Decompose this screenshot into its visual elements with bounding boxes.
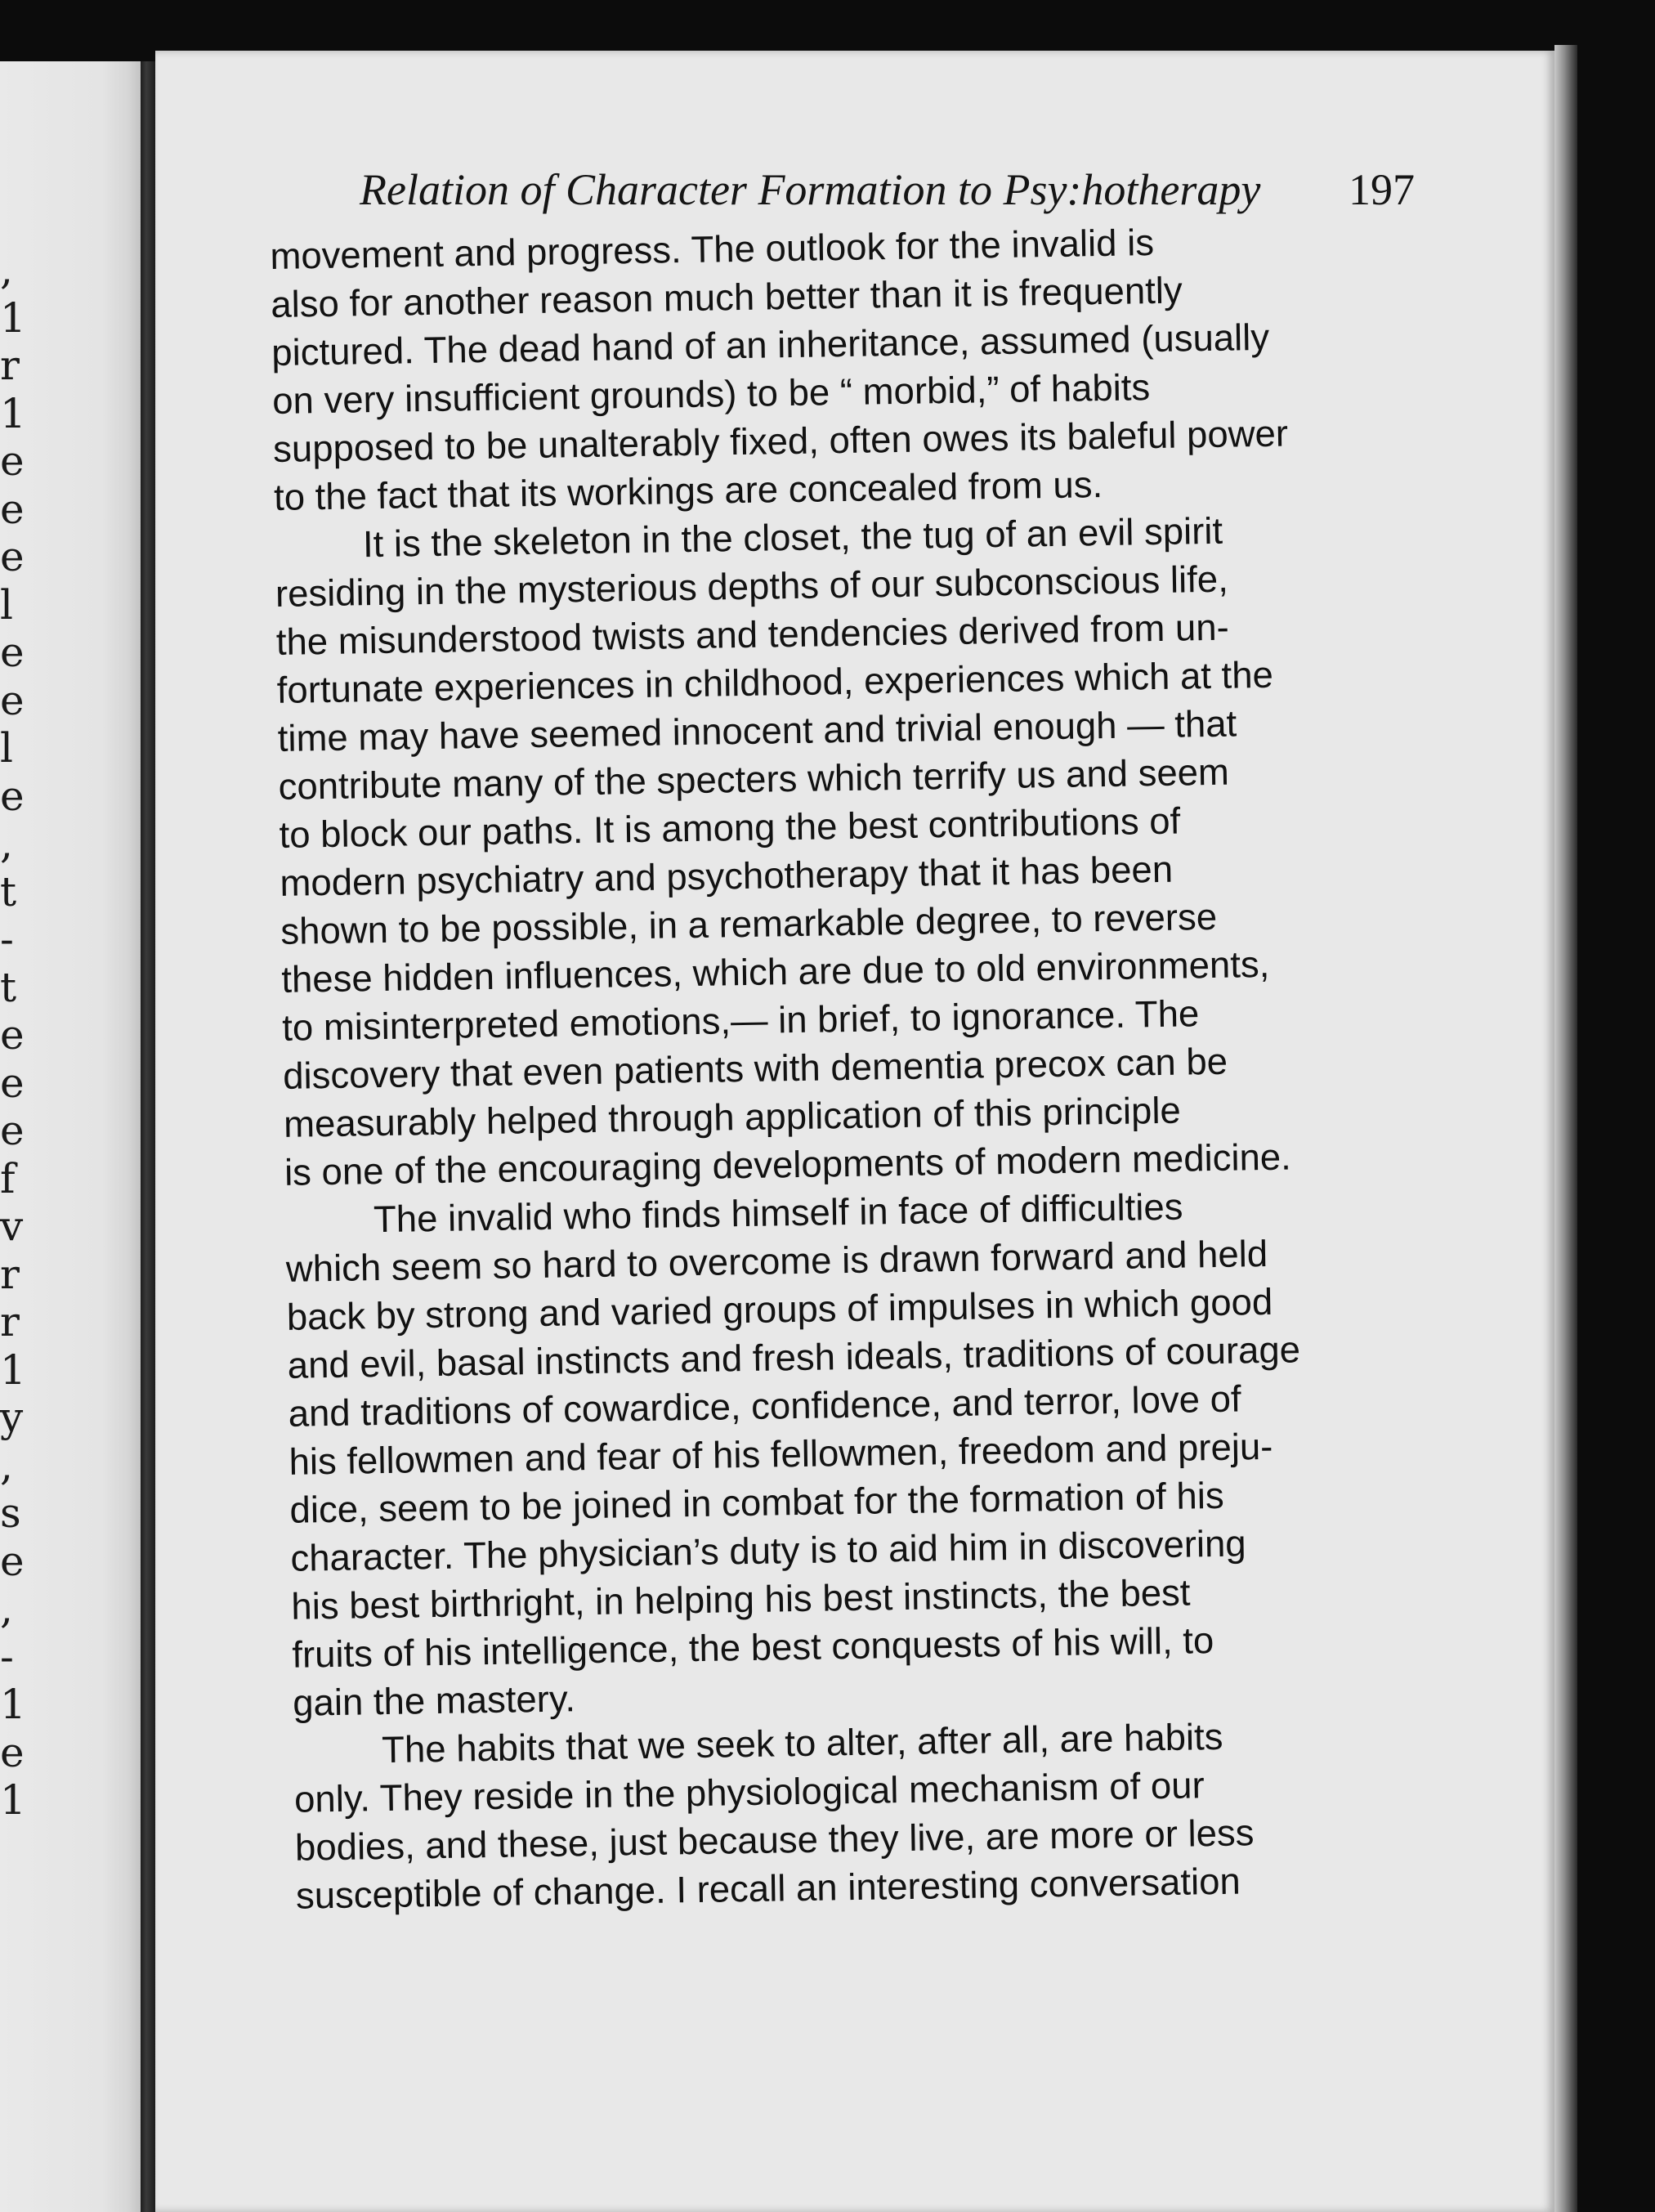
- left-margin-char: e: [0, 1537, 25, 1585]
- left-margin-char: f: [0, 1154, 16, 1202]
- left-margin-char: v: [0, 1202, 24, 1250]
- text-line: It is the skeleton in the closet, the tug of an evil spirit: [362, 509, 1223, 566]
- left-margin-char: e: [0, 676, 25, 724]
- text-line: character. The physician’s duty is to aid him in discovering: [290, 1522, 1247, 1579]
- left-margin-char: e: [0, 1011, 25, 1059]
- book-gutter: [141, 61, 155, 2212]
- left-margin-char: t: [0, 867, 17, 916]
- text-line: which seem so hard to overcome is drawn forward and held: [285, 1232, 1268, 1290]
- book-page: [155, 51, 1554, 2212]
- text-line: susceptible of change. I recall an interesting conversation: [295, 1860, 1241, 1917]
- text-line: on very insufficient grounds) to be “ morbid,” of habits: [271, 366, 1151, 422]
- text-line: supposed to be unalterably fixed, often owes its baleful power: [272, 412, 1289, 470]
- left-margin-char: r: [0, 342, 20, 389]
- text-line: his best birthright, in helping his best instincts, the best: [291, 1571, 1191, 1628]
- text-line: gain the mastery.: [292, 1677, 576, 1724]
- text-line: measurably helped through application of this principle: [283, 1089, 1182, 1145]
- text-line: modern psychiatry and psychotherapy that it has been: [280, 848, 1174, 904]
- left-margin-char: 1: [0, 1776, 26, 1824]
- text-line: pictured. The dead hand of an inheritance, assumed (usually: [271, 316, 1270, 374]
- left-margin-char: e: [0, 485, 25, 533]
- text-line: only. They reside in the physiological mechanism of our: [293, 1764, 1205, 1820]
- text-line: is one of the encouraging developments of modern medicine.: [284, 1135, 1292, 1193]
- text-line: time may have seemed innocent and trivial enough — that: [277, 702, 1237, 759]
- left-margin-char: e: [0, 1059, 25, 1107]
- text-line: discovery that even patients with dementia precox can be: [282, 1040, 1228, 1097]
- left-margin-char: t: [0, 963, 17, 1011]
- left-page-edge: [0, 61, 145, 2212]
- text-line: these hidden influences, which are due to old environments,: [280, 943, 1270, 1001]
- text-line: and traditions of cowardice, confidence, and terror, love of: [288, 1377, 1241, 1435]
- text-line: to the fact that its workings are concealed from us.: [273, 463, 1103, 518]
- left-margin-char: 1: [0, 1346, 26, 1394]
- left-margin-char: r: [0, 1250, 20, 1298]
- left-margin-char: ,: [0, 820, 13, 867]
- page-number: 197: [1349, 165, 1415, 214]
- text-line: dice, seem to be joined in combat for the formation of his: [289, 1474, 1224, 1531]
- left-margin-char: e: [0, 533, 25, 580]
- left-margin-char: l: [0, 580, 13, 629]
- left-margin-char: l: [0, 724, 13, 772]
- left-margin-char: r: [0, 1298, 20, 1346]
- text-line: shown to be possible, in a remarkable degree, to reverse: [280, 895, 1218, 952]
- left-margin-char: e: [0, 629, 25, 676]
- text-line: The habits that we seek to alter, after all, are habits: [381, 1715, 1223, 1771]
- running-head-title: Relation of Character Formation to Psy:hotherapy: [360, 165, 1261, 214]
- text-line: fruits of his intelligence, the best conquests of his will, to: [291, 1619, 1214, 1676]
- text-line: contribute many of the specters which terrify us and seem: [278, 750, 1230, 808]
- text-line: bodies, and these, just because they live, are more or less: [294, 1811, 1255, 1869]
- left-margin-char: ,: [0, 246, 13, 293]
- text-line: residing in the mysterious depths of our subconscious life,: [275, 557, 1229, 615]
- left-margin-char: ,: [0, 1585, 13, 1632]
- body-text: [270, 214, 1440, 1920]
- left-margin-char: 1: [0, 1681, 26, 1728]
- left-margin-char: y: [0, 1394, 24, 1441]
- left-margin-char: e: [0, 1107, 25, 1154]
- left-margin-char: 1: [0, 293, 26, 342]
- text-line: his fellowmen and fear of his fellowmen, freedom and preju-: [289, 1425, 1273, 1483]
- left-margin-char: e: [0, 772, 25, 820]
- left-margin-char: e: [0, 1728, 25, 1776]
- text-line: and evil, basal instincts and fresh ideals, traditions of courage: [287, 1328, 1301, 1386]
- left-margin-char: 1: [0, 389, 26, 437]
- left-margin-char: -: [0, 1632, 14, 1681]
- left-margin-char: e: [0, 437, 25, 485]
- text-line: also for another reason much better than it is frequently: [270, 269, 1183, 325]
- page-right-edge: [1554, 45, 1577, 2212]
- text-line: The invalid who finds himself in face of difficulties: [373, 1185, 1183, 1241]
- left-margin-char: ,: [0, 1441, 13, 1489]
- text-line: to misinterpreted emotions,— in brief, to ignorance. The: [281, 992, 1200, 1049]
- text-line: movement and progress. The outlook for the invalid is: [270, 222, 1155, 277]
- text-line: back by strong and varied groups of impulses in which good: [286, 1280, 1273, 1338]
- text-line: to block our paths. It is among the best contributions of: [279, 799, 1181, 856]
- left-margin-char: -: [0, 916, 14, 963]
- text-line: the misunderstood twists and tendencies derived from un-: [275, 606, 1230, 663]
- left-margin-char: s: [0, 1489, 21, 1537]
- text-line: fortunate experiences in childhood, experiences which at the: [276, 653, 1274, 711]
